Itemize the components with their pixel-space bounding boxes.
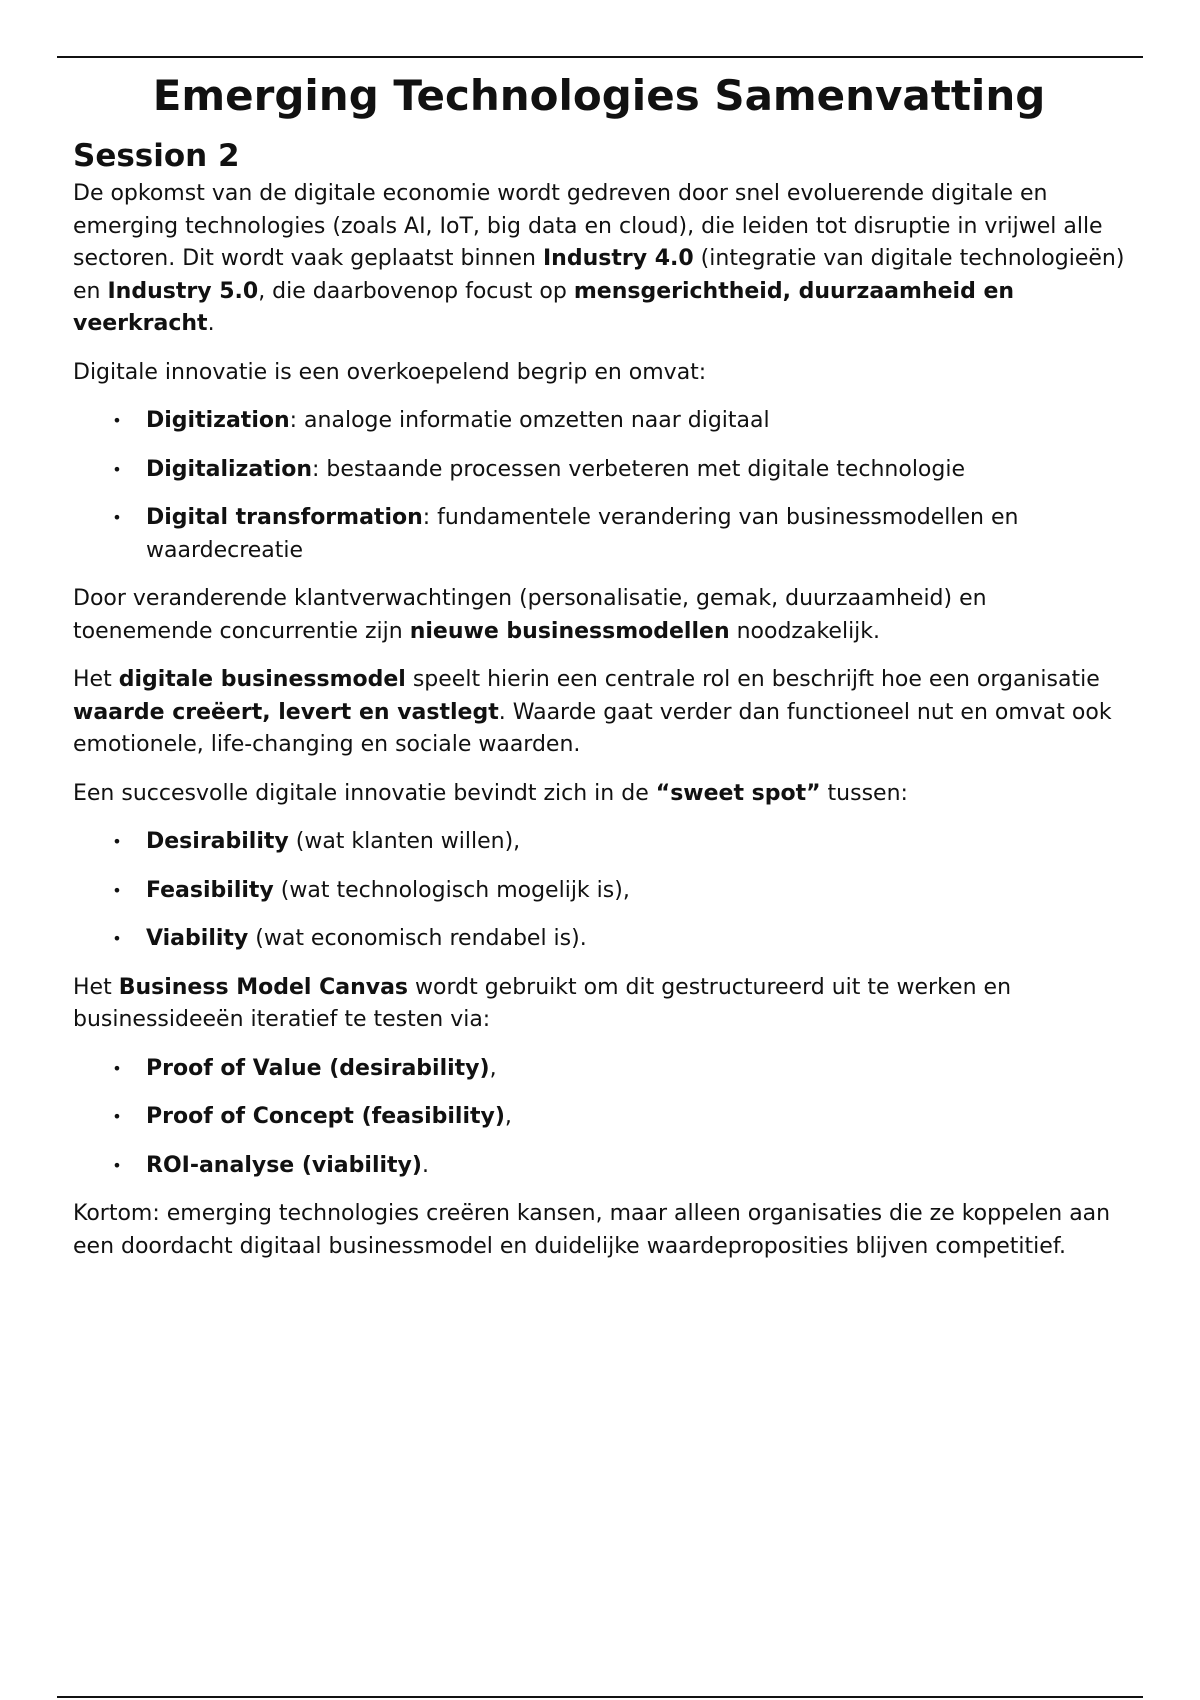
list-item bbox=[73, 454, 1125, 487]
bold-term: mensgerichtheid, duurzaamheid en veerkracht bbox=[73, 278, 1015, 336]
bullet-icon: • bbox=[112, 1107, 122, 1126]
top-rule bbox=[57, 56, 1143, 58]
sweet-spot-list bbox=[73, 826, 1125, 956]
list-item bbox=[73, 1053, 1125, 1086]
list-item-desc: , bbox=[489, 1055, 497, 1081]
bold-term: Industry 4.0 bbox=[542, 246, 694, 271]
list-item-term: ROI-analyse (viability) bbox=[146, 1152, 422, 1178]
list-item-desc: (wat technologisch mogelijk is), bbox=[273, 877, 630, 903]
sweet-spot-paragraph bbox=[73, 778, 1125, 811]
list-item-term: Feasibility bbox=[146, 877, 274, 903]
text-run: tussen: bbox=[820, 780, 908, 806]
canvas-paragraph bbox=[73, 972, 1125, 1037]
text-run: speelt hierin een centrale rol en beschrijft hoe een organisatie bbox=[405, 667, 1100, 692]
digital-businessmodel-paragraph bbox=[73, 664, 1125, 762]
bullet-icon: • bbox=[112, 1155, 122, 1175]
bullet-icon: • bbox=[112, 832, 122, 851]
bold-term: Business Model Canvas bbox=[118, 974, 409, 1000]
bottom-rule bbox=[57, 1696, 1143, 1698]
list-item-term: Desirability bbox=[146, 829, 289, 854]
text-run: Het bbox=[73, 974, 119, 1000]
list-item-term: Digitization bbox=[146, 408, 290, 433]
text-run: . Waarde gaat verder dan functioneel nut en omvat ook emotionele, life-changing en sociale waarden. bbox=[73, 699, 1112, 757]
text-run: wordt gebruikt om dit gestructureerd uit te werken en businessideeën iteratief te testen via: bbox=[73, 974, 1012, 1032]
innovation-list bbox=[73, 405, 1125, 567]
text-run: Door veranderende klantverwachtingen (personalisatie, gemak, duurzaamheid) en toenemende concurrentie zijn bbox=[73, 586, 987, 644]
bold-term: “sweet spot” bbox=[655, 780, 821, 806]
business-models-paragraph bbox=[73, 583, 1125, 648]
list-item-desc: (wat economisch rendabel is). bbox=[248, 926, 587, 951]
text-run: noodzakelijk. bbox=[729, 618, 881, 644]
text-run: , die daarbovenop focust op bbox=[258, 278, 574, 304]
text-run: De opkomst van de digitale economie wordt gedreven door snel evoluerende digitale en emerging technologies (zoals AI, IoT, big data en cloud), die leiden tot disruptie in vrijwel alle sectoren. Dit wordt vaak geplaatst binnen bbox=[73, 181, 1103, 271]
bold-term: nieuwe businessmodellen bbox=[409, 618, 730, 644]
conclusion-paragraph: Kortom: emerging technologies creëren kansen, maar alleen organisaties die ze koppelen aan een doordacht digitaal businessmodel en duidelijke waardeproposities blijven competitief. bbox=[73, 1201, 1111, 1259]
list-item-term: Digital transformation bbox=[146, 505, 423, 530]
list-item-term: Proof of Concept (feasibility) bbox=[146, 1104, 505, 1129]
list-item bbox=[73, 502, 1125, 567]
list-item-desc: : fundamentele verandering van businessmodellen en waardecreatie bbox=[146, 505, 1019, 563]
intro-paragraph bbox=[73, 178, 1125, 341]
bullet-icon: • bbox=[112, 459, 122, 479]
text-run: . bbox=[207, 311, 215, 336]
text-run: Het bbox=[73, 667, 119, 692]
innovation-intro-paragraph: Digitale innovatie is een overkoepelend begrip en omvat: bbox=[73, 359, 707, 385]
testing-list bbox=[73, 1053, 1125, 1183]
list-item bbox=[73, 405, 1125, 438]
bold-term: digitale businessmodel bbox=[118, 667, 406, 692]
list-item-term: Viability bbox=[146, 926, 249, 951]
list-item-desc: . bbox=[421, 1152, 429, 1178]
document-body bbox=[73, 70, 1125, 1279]
list-item bbox=[73, 923, 1125, 956]
section-heading: Session 2 bbox=[73, 138, 240, 174]
bullet-icon: • bbox=[112, 929, 122, 948]
list-item-desc: : analoge informatie omzetten naar digitaal bbox=[289, 408, 770, 433]
list-item bbox=[73, 1101, 1125, 1134]
bullet-icon: • bbox=[112, 1058, 122, 1078]
text-run: Een succesvolle digitale innovatie bevindt zich in de bbox=[73, 780, 656, 806]
document-title: Emerging Technologies Samenvatting bbox=[152, 71, 1046, 120]
list-item-desc: : bestaande processen verbeteren met digitale technologie bbox=[312, 456, 966, 482]
text-run: (integratie van digitale technologieën) en bbox=[73, 246, 1125, 304]
bullet-icon: • bbox=[112, 508, 122, 527]
bold-term: waarde creëert, levert en vastlegt bbox=[73, 699, 499, 725]
list-item-desc: , bbox=[504, 1104, 512, 1129]
list-item bbox=[73, 826, 1125, 859]
list-item-term: Proof of Value (desirability) bbox=[146, 1055, 490, 1081]
list-item-term: Digitalization bbox=[146, 456, 313, 482]
list-item-desc: (wat klanten willen), bbox=[288, 829, 521, 854]
list-item bbox=[73, 875, 1125, 908]
bullet-icon: • bbox=[112, 411, 122, 430]
bullet-icon: • bbox=[112, 880, 122, 900]
bold-term: Industry 5.0 bbox=[107, 278, 259, 304]
list-item bbox=[73, 1150, 1125, 1183]
